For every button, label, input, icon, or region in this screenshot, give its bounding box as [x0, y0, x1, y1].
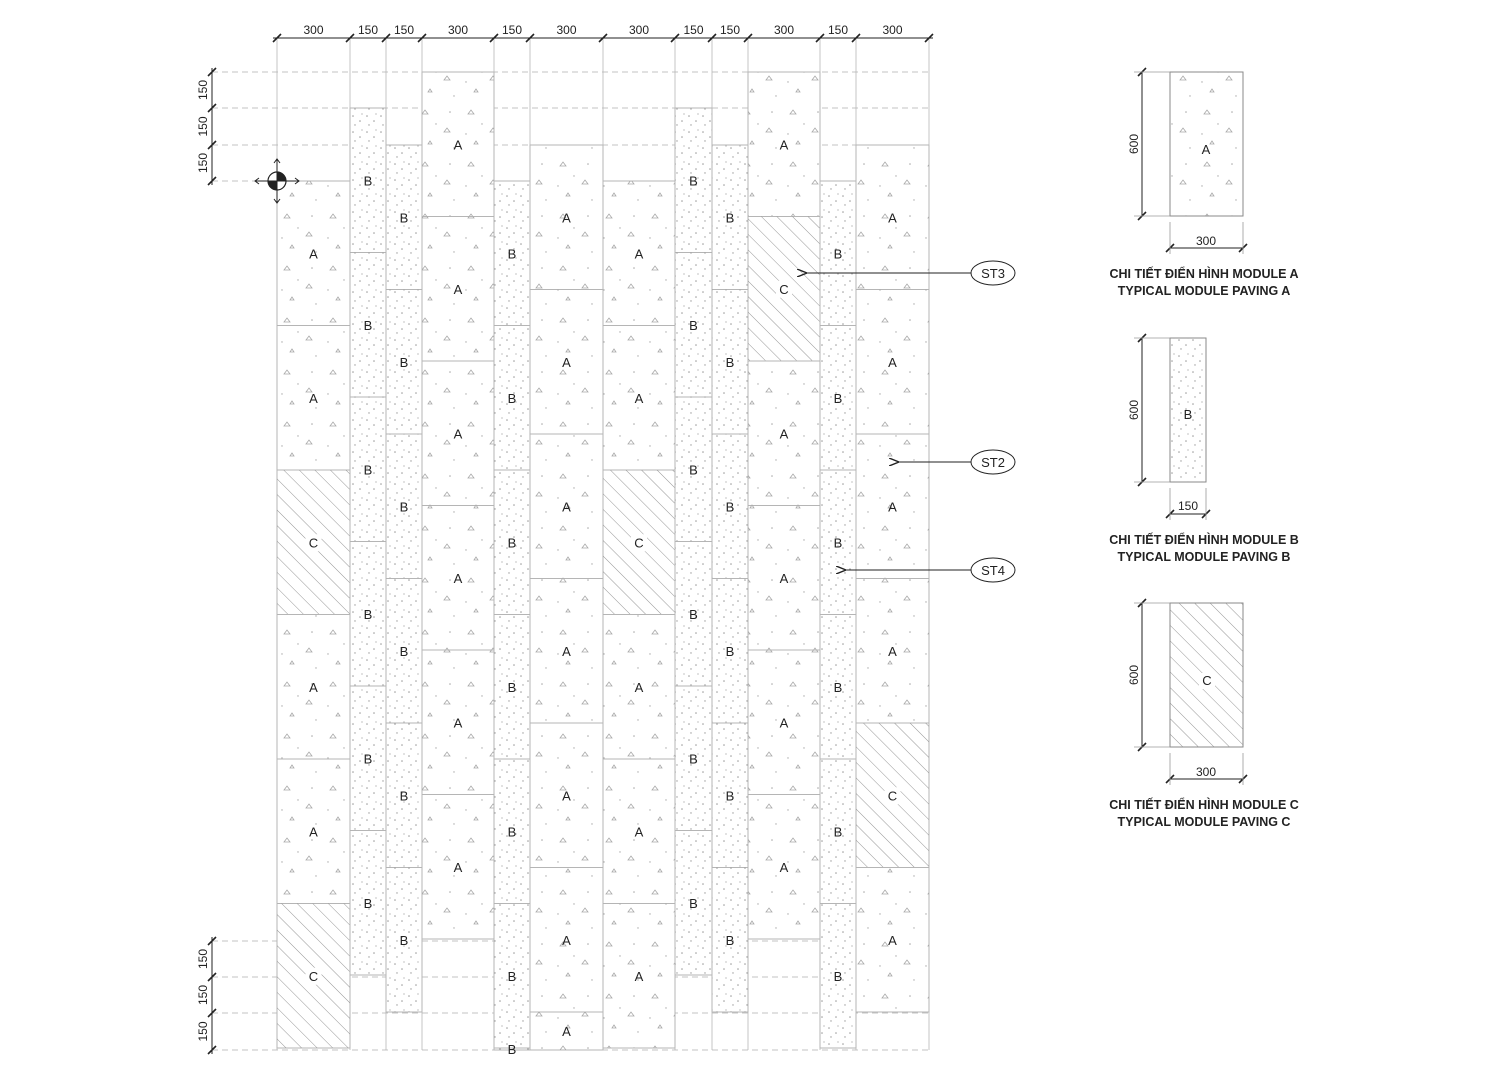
detail-c-caption-en: TYPICAL MODULE PAVING C [1117, 815, 1291, 829]
tile-label: B [833, 824, 843, 840]
paving-tile-a [856, 868, 929, 1013]
detail-a-caption-vi: CHI TIẾT ĐIỂN HÌNH MODULE A [1109, 267, 1299, 281]
detail-a-width-dim: 300 [1195, 234, 1217, 248]
tile-label: A [634, 824, 644, 840]
tile-label: B [363, 462, 373, 478]
paving-tile-b [820, 181, 856, 326]
paving-tile-b [350, 253, 386, 398]
paving-tile-a [277, 615, 350, 760]
paving-tile-a [748, 795, 820, 940]
paving-tile-b [820, 470, 856, 615]
tile-label: A [562, 1024, 571, 1039]
tile-label: B [507, 535, 517, 551]
paving-tile-a [422, 650, 494, 795]
paving-tile-b [675, 108, 712, 253]
tile-label: A [888, 643, 897, 659]
tile-label: C [308, 535, 319, 551]
tile-label: B [507, 968, 517, 984]
tile-label: B [363, 317, 373, 333]
tile-label: B [725, 788, 735, 804]
detail-b-caption-en: TYPICAL MODULE PAVING B [1117, 550, 1291, 564]
tile-label: B [833, 968, 843, 984]
tile-label: B [725, 354, 735, 370]
tile-label: A [888, 932, 897, 948]
paving-tile-b [494, 181, 530, 326]
tile-label: B [507, 390, 517, 406]
tile-label: A [634, 246, 644, 262]
top-dimension-label: 150 [719, 23, 741, 37]
tile-label: B [399, 499, 409, 515]
tile-label: A [309, 390, 318, 406]
paving-tile-a [748, 361, 820, 506]
paving-tile-b [386, 434, 422, 579]
paving-tile-a [603, 326, 675, 471]
paving-tile-a [748, 650, 820, 795]
tile-label: B [725, 932, 735, 948]
paving-tile-a [530, 290, 603, 435]
paving-tile-a [748, 506, 820, 651]
detail-module-c [1109, 599, 1299, 829]
tile-label: B [689, 317, 698, 333]
top-dimension-label: 150 [827, 23, 849, 37]
detail-module-b [1109, 334, 1299, 564]
paving-tile-a [603, 904, 675, 1049]
paving-tile-c [748, 217, 820, 362]
tile-label: A [562, 210, 571, 226]
detail-b-width-dim: 150 [1177, 499, 1199, 513]
paving-tile-b [820, 326, 856, 471]
tile-label: A [562, 643, 571, 659]
paving-tile-c [277, 904, 350, 1049]
tile-label: A [779, 715, 789, 731]
tile-label: B [689, 462, 698, 478]
tile-label: A [634, 390, 644, 406]
left-dimension-label-top: 150 [196, 79, 210, 101]
paving-tile-a [530, 723, 603, 868]
paving-tile-b [386, 579, 422, 724]
top-dimension-label: 300 [303, 23, 324, 37]
tile-label: A [562, 788, 571, 804]
tile-label: B [689, 751, 698, 767]
tile-label: A [562, 354, 571, 370]
paving-tile-c [277, 470, 350, 615]
paving-tile-a [530, 868, 603, 1013]
tile-label: A [309, 246, 318, 262]
paving-tile-b [350, 686, 386, 831]
paving-tile-b [386, 290, 422, 435]
paving-tile-a [748, 72, 820, 217]
callout-st4-label: ST4 [981, 563, 1005, 578]
tile-label: B [399, 354, 409, 370]
tile-label: B [725, 210, 735, 226]
paving-tile-b [712, 290, 748, 435]
paving-tile-b [386, 145, 422, 290]
tile-label: B [833, 246, 843, 262]
paving-tile-b [350, 397, 386, 542]
paving-tile-a [530, 145, 603, 290]
tile-label: A [453, 570, 463, 586]
paving-tile-b [494, 615, 530, 760]
tile-label: A [453, 137, 463, 153]
paving-tile-a [530, 579, 603, 724]
detail-b-caption-vi: CHI TIẾT ĐIỂN HÌNH MODULE B [1109, 533, 1299, 547]
top-dimension-label: 150 [683, 23, 704, 37]
detail-b-height-dim: 600 [1127, 399, 1141, 421]
paving-tile-a [277, 326, 350, 471]
paving-tile-b [820, 759, 856, 904]
tile-label: B [689, 173, 698, 189]
detail-a-label: A [1201, 142, 1211, 157]
detail-c-caption-vi: CHI TIẾT ĐIỂN HÌNH MODULE C [1109, 798, 1299, 812]
paving-tile-b [675, 686, 712, 831]
detail-c-width-dim: 300 [1195, 765, 1217, 779]
left-dimension-label-bottom: 150 [196, 984, 210, 1006]
paving-tile-b [712, 579, 748, 724]
paving-tile-b [494, 904, 530, 1049]
paving-tile-b [675, 831, 712, 976]
paving-tile-b [675, 397, 712, 542]
paving-tile-a [856, 145, 929, 290]
tile-label: B [833, 390, 843, 406]
tile-label: A [453, 281, 463, 297]
tile-label: A [453, 715, 463, 731]
tile-label: A [779, 570, 789, 586]
tile-label: B [363, 751, 373, 767]
paving-tile-b [820, 904, 856, 1049]
callout-st2-label: ST2 [981, 455, 1005, 470]
paving-tile-a [856, 579, 929, 724]
tile-label: A [453, 426, 463, 442]
left-dimension-label-bottom: 150 [196, 948, 210, 970]
detail-module-a [1109, 68, 1298, 298]
tile-label: A [888, 499, 897, 515]
tile-label: A [888, 210, 897, 226]
paving-tile-a [277, 759, 350, 904]
detail-a-caption-en: TYPICAL MODULE PAVING A [1117, 284, 1291, 298]
tile-label: B [507, 1042, 517, 1057]
detail-c-height-dim: 600 [1127, 664, 1141, 686]
paving-tile-b [350, 542, 386, 687]
left-dimension-label-bottom: 150 [196, 1021, 210, 1042]
top-dimension-label: 150 [393, 23, 415, 37]
paving-tile-a [603, 759, 675, 904]
paving-tile-c [603, 470, 675, 615]
tile-label: B [507, 679, 517, 695]
paving-tile-b [712, 145, 748, 290]
tile-label: C [779, 281, 789, 297]
tile-label: B [363, 606, 373, 622]
paving-tile-b [675, 542, 712, 687]
left-dimension-label-top: 150 [196, 116, 210, 137]
tile-label: A [634, 679, 644, 695]
tile-label: B [725, 643, 735, 659]
tile-label: A [562, 499, 571, 515]
tile-label: B [399, 643, 409, 659]
paving-tile-c [856, 723, 929, 868]
tile-label: B [507, 824, 517, 840]
tile-label: B [399, 210, 409, 226]
paving-tile-b [494, 326, 530, 471]
detail-a-height-dim: 600 [1127, 133, 1141, 155]
paving-tile-b [494, 759, 530, 904]
paving-field [277, 72, 929, 1057]
tile-label: B [725, 499, 735, 515]
tile-label: A [779, 859, 789, 875]
tile-label: A [888, 354, 897, 370]
tile-label: A [309, 824, 318, 840]
tile-label: C [308, 968, 319, 984]
paving-tile-a [530, 434, 603, 579]
paving-tile-a [277, 181, 350, 326]
paving-tile-a [530, 1012, 603, 1050]
paving-tile-a [422, 506, 494, 651]
callout-st3-label: ST3 [981, 266, 1005, 281]
paving-tile-b [494, 470, 530, 615]
paving-tile-a [856, 290, 929, 435]
top-dimension-label: 300 [556, 23, 577, 37]
paving-tile-a [422, 795, 494, 940]
paving-tile-b [820, 615, 856, 760]
tile-label: A [634, 968, 644, 984]
paving-tile-b [386, 868, 422, 1013]
top-dimension-label: 150 [501, 23, 523, 37]
detail-b-label: B [1183, 407, 1193, 422]
top-dimension-label: 300 [628, 23, 650, 37]
paving-tile-a [603, 181, 675, 326]
tile-label: C [634, 535, 644, 551]
tile-label: B [507, 246, 517, 262]
tile-label: A [453, 859, 463, 875]
tile-label: C [887, 788, 898, 804]
paving-tile-b [386, 723, 422, 868]
top-dimension-label: 300 [773, 23, 795, 37]
paving-tile-b [712, 868, 748, 1013]
top-dimension-label: 150 [357, 23, 379, 37]
tile-label: B [399, 788, 409, 804]
detail-c-label: C [1202, 673, 1212, 688]
tile-label: B [689, 606, 698, 622]
paving-tile-a [422, 72, 494, 217]
paving-tile-a [422, 361, 494, 506]
tile-label: A [562, 932, 571, 948]
tile-label: B [399, 932, 409, 948]
paving-tile-b [712, 723, 748, 868]
paving-tile-a [603, 615, 675, 760]
tile-label: B [689, 895, 698, 911]
paving-tile-b [350, 831, 386, 976]
top-dimension-label: 300 [882, 23, 903, 37]
tile-label: B [363, 173, 373, 189]
paving-tile-b [712, 434, 748, 579]
paving-tile-a [422, 217, 494, 362]
top-dimension-label: 300 [447, 23, 469, 37]
paving-tile-b [675, 253, 712, 398]
tile-label: B [833, 535, 843, 551]
paving-tile-a [856, 434, 929, 579]
paving-tile-b [350, 108, 386, 253]
tile-label: A [779, 426, 789, 442]
left-dimension-label-top: 150 [196, 152, 210, 174]
tile-label: B [833, 679, 843, 695]
tile-label: B [363, 895, 373, 911]
tile-label: A [309, 679, 318, 695]
tile-label: A [779, 137, 789, 153]
